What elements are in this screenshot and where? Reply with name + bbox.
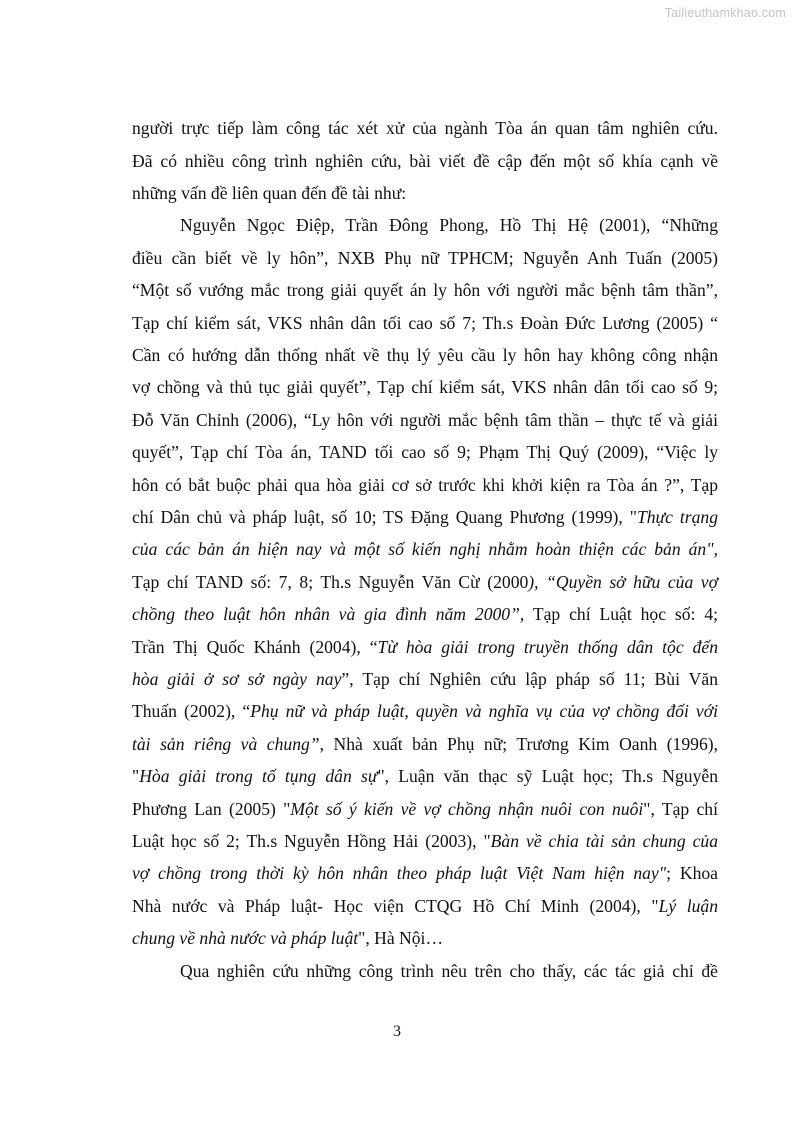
text-line: Đỗ Văn Chỉnh (2006), “Ly hôn với người mắc bệnh tâm thần – thực tế và giải bbox=[132, 410, 718, 430]
text-line: của các bản án hiện nay và một số kiến nghị nhằm hoàn thiện các bản án", bbox=[132, 539, 718, 559]
text-line: Luật học số 2; Th.s Nguyễn Hồng Hải (2003), "Bàn về chia tài sản chung của bbox=[132, 831, 718, 851]
text-line: tài sản riêng và chung”, Nhà xuất bản Phụ nữ; Trương Kim Oanh (1996), bbox=[132, 734, 718, 754]
text-line: Trần Thị Quốc Khánh (2004), “Từ hòa giải trong truyền thống dân tộc đến bbox=[132, 637, 718, 657]
text-line: Tạp chí kiểm sát, VKS nhân dân tối cao số 7; Th.s Đoàn Đức Lương (2005) “ bbox=[132, 313, 718, 333]
page-number: 3 bbox=[393, 1023, 401, 1040]
text-line: điều cần biết về ly hôn”, NXB Phụ nữ TPHCM; Nguyễn Anh Tuấn (2005) bbox=[132, 248, 718, 268]
text-line: "Hòa giải trong tố tụng dân sự", Luận văn thạc sỹ Luật học; Th.s Nguyễn bbox=[132, 766, 718, 786]
text-line: Tạp chí TAND số: 7, 8; Th.s Nguyễn Văn Cừ (2000), “Quyền sở hữu của vợ bbox=[132, 572, 718, 592]
text-line: Qua nghiên cứu những công trình nêu trên cho thấy, các tác giả chỉ đề bbox=[180, 961, 718, 981]
text-line: “Một số vướng mắc trong giải quyết án ly hôn với người mắc bệnh tâm thần”, bbox=[132, 280, 718, 300]
text-line: vợ chồng và thủ tục giải quyết”, Tạp chí kiểm sát, VKS nhân dân tối cao số 9; bbox=[132, 377, 718, 397]
text-line: quyết”, Tạp chí Tòa án, TAND tối cao số 9; Phạm Thị Quý (2009), “Việc ly bbox=[132, 442, 718, 462]
text-line: chí Dân chủ và pháp luật, số 10; TS Đặng Quang Phương (1999), "Thực trạng bbox=[132, 507, 718, 527]
text-line: Nhà nước và Pháp luật- Học viện CTQG Hồ Chí Minh (2004), "Lý luận bbox=[132, 896, 718, 916]
text-line: hòa giải ở sơ sở ngày nay”, Tạp chí Nghiên cứu lập pháp số 11; Bùi Văn bbox=[132, 669, 718, 689]
text-line: Cần có hướng dẫn thống nhất về thụ lý yêu cầu ly hôn hay không công nhận bbox=[132, 345, 718, 365]
text-line: chồng theo luật hôn nhân và gia đình năm 2000”, Tạp chí Luật học số: 4; bbox=[132, 604, 719, 624]
text-line: những vấn đề liên quan đến đề tài như: bbox=[132, 183, 407, 203]
text-line: vợ chồng trong thời kỳ hôn nhân theo pháp luật Việt Nam hiện nay"; Khoa bbox=[132, 863, 718, 883]
text-line: hôn có bắt buộc phải qua hòa giải cơ sở trước khi khởi kiện ra Tòa án ?”, Tạp bbox=[132, 475, 718, 495]
text-line: Phương Lan (2005) "Một số ý kiến về vợ chồng nhận nuôi con nuôi", Tạp chí bbox=[132, 799, 718, 819]
text-line: người trực tiếp làm công tác xét xử của ngành Tòa án quan tâm nghiên cứu. bbox=[132, 118, 718, 138]
text-line: Đã có nhiều công trình nghiên cứu, bài viết đề cập đến một số khía cạnh về bbox=[132, 151, 718, 171]
text-line: Nguyễn Ngọc Điệp, Trần Đông Phong, Hồ Thị Hệ (2001), “Những bbox=[180, 215, 718, 235]
text-line: chung về nhà nước và pháp luật", Hà Nội… bbox=[132, 928, 444, 948]
watermark: Tailieuthamkhao.com bbox=[664, 6, 786, 20]
text-line: Thuấn (2002), “Phụ nữ và pháp luật, quyền và nghĩa vụ của vợ chồng đối với bbox=[132, 701, 718, 721]
